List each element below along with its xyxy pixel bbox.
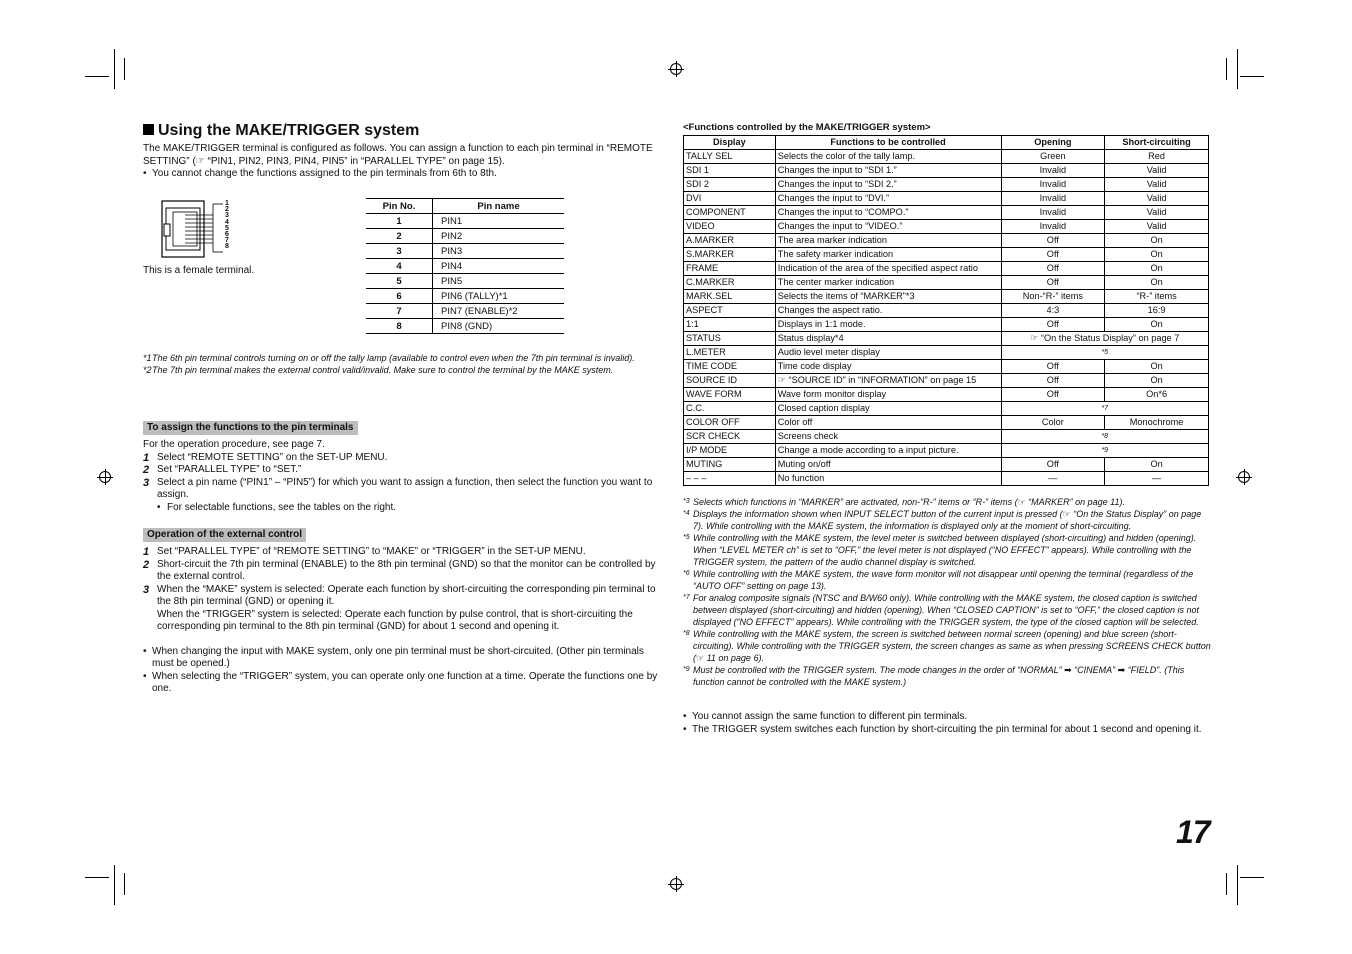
table-row: COLOR OFF Color off Color Monochrome <box>684 416 1209 430</box>
table-row: S.MARKER The safety marker indication Off On <box>684 248 1209 262</box>
assign-step-1: 1 Select “REMOTE SETTING” on the SET-UP MENU. <box>143 451 388 464</box>
footnote: *9 Must be controlled with the TRIGGER system. The mode changes in the order of “NORMAL” ➡ “CINEMA” ➡ “FIELD”. (This function cannot be controlled with the MAKE system.) <box>683 665 1185 687</box>
table-row: C.C. Closed caption display *7 <box>684 402 1209 416</box>
pin-no-header: Pin No. <box>366 199 433 214</box>
display-header: Display <box>684 136 776 150</box>
crop-mark <box>1240 76 1264 77</box>
square-bullet-icon <box>143 124 154 135</box>
right-notes <box>683 711 1213 736</box>
crop-mark <box>85 877 109 878</box>
table-row: – – – No function — — <box>684 472 1209 486</box>
crop-mark <box>1237 865 1238 905</box>
table-row: WAVE FORM Wave form monitor display Off On*6 <box>684 388 1209 402</box>
intro-text: The MAKE/TRIGGER terminal is configured as follows. You can assign a function to each pin terminal in “REMOTE SETTING” (☞ “PIN1, PIN2, PIN3, PIN4, PIN5” in “PARALLEL TYPE” on page 15). <box>143 143 653 167</box>
pin-name-header: Pin name <box>433 199 565 214</box>
table-row: 8 PIN8 (GND) <box>366 319 564 334</box>
registration-mark-icon <box>99 471 111 483</box>
crop-mark <box>1226 873 1227 895</box>
table-row: I/P MODE Change a mode according to a input picture. *9 <box>684 444 1209 458</box>
external-note-1: • When changing the input with MAKE system, only one pin terminal must be short-circuited. (Other pin terminals must be opened.) <box>143 646 668 671</box>
registration-mark-icon <box>670 63 682 75</box>
table-row: TALLY SEL Selects the color of the tally lamp. Green Red <box>684 150 1209 164</box>
pin-numbers: 1 2 3 4 5 6 7 8 <box>225 200 229 251</box>
footnote: *2 The 7th pin terminal makes the external control valid/invalid. Make sure to control the terminal by the MAKE system. <box>143 365 614 375</box>
footnote: *3 Selects which functions in “MARKER” are activated, non-“R-” items or “R-” items (☞ “MARKER” on page 11). <box>683 497 1126 507</box>
functions-table-caption: <Functions controlled by the MAKE/TRIGGER system> <box>683 122 931 133</box>
crop-mark <box>1226 58 1227 80</box>
page-number: 17 <box>1176 814 1210 850</box>
functions-table <box>683 135 1209 486</box>
table-row: SCR CHECK Screens check *8 <box>684 430 1209 444</box>
crop-mark <box>1237 49 1238 89</box>
left-column <box>143 121 668 181</box>
table-row: 2 PIN2 <box>366 229 564 244</box>
external-step-3: 3 When the “MAKE” system is selected: Operate each function by short-circuiting the corresponding pin terminal to the 8th pin terminal (GND) or opening it. <box>143 583 656 607</box>
table-row: 1 PIN1 <box>366 214 564 229</box>
table-row: A.MARKER The area marker indication Off On <box>684 234 1209 248</box>
intro-note: • You cannot change the functions assigned to the pin terminals from 6th to 8th. <box>143 168 668 181</box>
table-row: 3 PIN3 <box>366 244 564 259</box>
crop-mark <box>1240 877 1264 878</box>
table-row: 7 PIN7 (ENABLE)*2 <box>366 304 564 319</box>
table-row: STATUS Status display*4 ☞ “On the Status Display” on page 7 <box>684 332 1209 346</box>
footnote: *8 While controlling with the MAKE system, the screen is switched between normal screen (opening) and blue screen (short-circuiting). While controlling with the TRIGGER system, the screen changes as same as when pressing SCREENS CHECK button (☞ 11 on page 6). <box>683 629 1211 663</box>
table-row: SOURCE ID ☞ “SOURCE ID” in “INFORMATION” on page 15 Off On <box>684 374 1209 388</box>
table-row: SDI 1 Changes the input to “SDI 1.” Invalid Valid <box>684 164 1209 178</box>
functions-header: Functions to be controlled <box>775 136 1001 150</box>
table-row: ASPECT Changes the aspect ratio. 4:3 16:9 <box>684 304 1209 318</box>
short-circuiting-header: Short-circuiting <box>1105 136 1209 150</box>
crop-mark <box>124 58 125 80</box>
crop-mark <box>114 49 115 89</box>
footnote: *1 The 6th pin terminal controls turning on or off the tally lamp (available to control even when the 7th pin terminal is invalid). <box>143 353 635 363</box>
table-row: DVI Changes the input to “DVI.” Invalid Valid <box>684 192 1209 206</box>
assign-heading: To assign the functions to the pin terminals <box>143 421 358 435</box>
table-row: COMPONENT Changes the input to “COMPO.” Invalid Valid <box>684 206 1209 220</box>
table-row: C.MARKER The center marker indication Off On <box>684 276 1209 290</box>
footnote: *4 Displays the information shown when INPUT SELECT button of the current input is pressed (☞ “On the Status Display” on page 7). While controlling with the MAKE system, the information is displayed only at the moment of short-circuiting. <box>683 509 1202 531</box>
pin-table <box>366 198 564 334</box>
external-note-2: • When selecting the “TRIGGER” system, you can operate only one function at a time. Operate the functions one by one. <box>143 671 668 696</box>
external-step-1: 1 Set “PARALLEL TYPE” of “REMOTE SETTING” to “MAKE” or “TRIGGER” in the SET-UP MENU. <box>143 546 586 558</box>
external-step-2: 2 Short-circuit the 7th pin terminal (ENABLE) to the 8th pin terminal (GND) so that the monitor can be controlled by the external control. <box>143 558 656 582</box>
assign-step-3: 3 Select a pin name (“PIN1” – “PIN5”) for which you want to assign a function, then select the function you want to assign. <box>143 476 653 500</box>
footnote: *7 For analog composite signals (NTSC and B/W60 only). While controlling with the MAKE system, the closed caption is switched between displayed (short-circuiting) and hidden (opening). When “CLOSED CAPTION” is set to “OFF,” the closed caption is not displayed (“NO EFFECT” appears). While controlling with the TRIGGER system, the type of the closed caption will be selected. <box>683 593 1200 627</box>
table-row: 6 PIN6 (TALLY)*1 <box>366 289 564 304</box>
right-footnotes <box>683 496 1213 688</box>
table-row: TIME CODE Time code display Off On <box>684 360 1209 374</box>
note-item: • The TRIGGER system switches each function by short-circuiting the pin terminal for about 1 second and opening it. <box>683 724 1213 737</box>
footnote: *6 While controlling with the MAKE system, the wave form monitor will not disappear until opening the terminal (regardless of the “AUTO OFF” setting on page 13). <box>683 569 1194 591</box>
opening-header: Opening <box>1001 136 1105 150</box>
assign-section <box>143 417 668 514</box>
table-row: 5 PIN5 <box>366 274 564 289</box>
assign-intro: For the operation procedure, see page 7. <box>143 439 325 450</box>
table-row: 1:1 Displays in 1:1 mode. Off On <box>684 318 1209 332</box>
crop-mark <box>114 865 115 905</box>
footnote: *5 While controlling with the MAKE system, the level meter is switched between displayed (short-circuiting) and hidden (opening). When “LEVEL METER ch” is set to “OFF,” the level meter is not displayed (“NO EFFECT” appears). While controlling with the TRIGGER system, the pattern of the audio channel display is switched. <box>683 533 1197 567</box>
external-heading: Operation of the external control <box>143 528 306 542</box>
registration-mark-icon <box>1238 471 1250 483</box>
assign-step-3-note: • For selectable functions, see the tables on the right. <box>143 502 668 515</box>
table-row: SDI 2 Changes the input to “SDI 2.” Invalid Valid <box>684 178 1209 192</box>
crop-mark <box>124 873 125 895</box>
table-row: MUTING Muting on/off Off On <box>684 458 1209 472</box>
assign-step-2: 2 Set “PARALLEL TYPE” to “SET.” <box>143 464 302 476</box>
external-step-3-trigger: When the “TRIGGER” system is selected: Operate each function by pulse control, that is short-circuiting the corresponding pin terminal to the 8th pin terminal (GND) for about 1 second and opening it. <box>157 608 633 632</box>
section-title: Using the MAKE/TRIGGER system <box>143 121 668 141</box>
external-section <box>143 524 668 696</box>
left-footnotes <box>143 352 668 376</box>
table-row: MARK.SEL Selects the items of “MARKER”*3 Non-“R-” items “R-” items <box>684 290 1209 304</box>
terminal-diagram <box>161 200 237 260</box>
table-row: VIDEO Changes the input to “VIDEO.” Invalid Valid <box>684 220 1209 234</box>
note-item: • You cannot assign the same function to different pin terminals. <box>683 711 1213 724</box>
table-row: FRAME Indication of the area of the specified aspect ratio Off On <box>684 262 1209 276</box>
table-row: L.METER Audio level meter display *5 <box>684 346 1209 360</box>
registration-mark-icon <box>670 878 682 890</box>
crop-mark <box>85 76 109 77</box>
right-column <box>683 121 1213 486</box>
diagram-caption: This is a female terminal. <box>143 265 255 276</box>
table-row: 4 PIN4 <box>366 259 564 274</box>
